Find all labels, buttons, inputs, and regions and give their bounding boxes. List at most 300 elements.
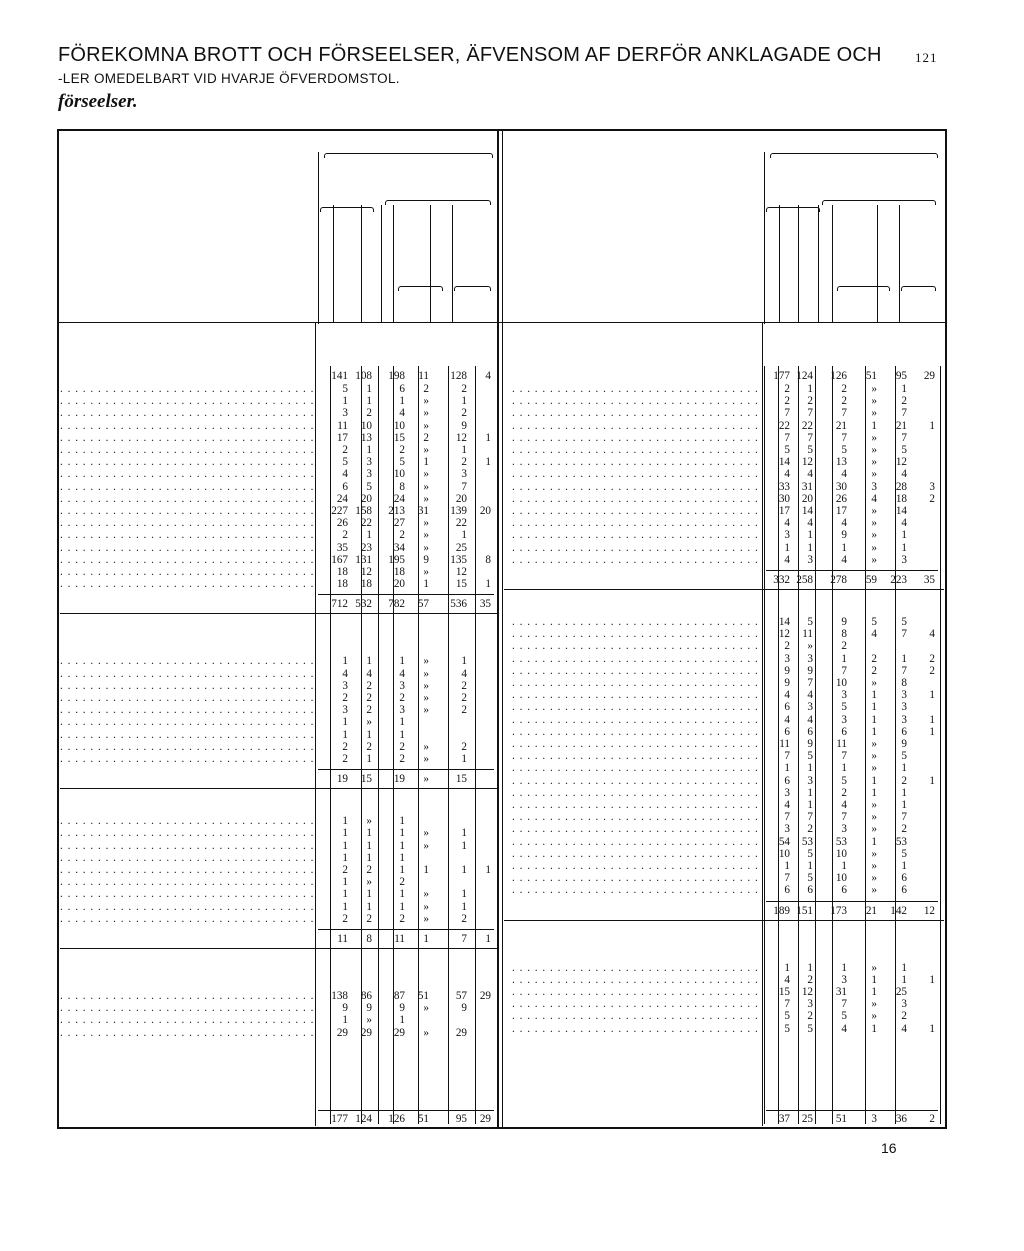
row-label xyxy=(512,738,759,751)
table-row xyxy=(60,840,497,853)
cell-value: 13 xyxy=(360,431,372,444)
cell-value: 3 xyxy=(807,774,813,787)
cell-value: 1 xyxy=(399,827,405,840)
cell-value: 20 xyxy=(393,578,405,591)
cell-value: 1 xyxy=(423,864,429,876)
m-q-brace-a xyxy=(837,286,890,291)
table-row xyxy=(512,665,940,678)
section-rule xyxy=(60,613,497,614)
personer-brace xyxy=(822,200,936,205)
cell-value: 198 xyxy=(388,370,405,382)
cell-value: 126 xyxy=(388,1113,405,1125)
cell-value: » xyxy=(423,900,429,913)
cell-value: 35 xyxy=(336,541,348,554)
cell-value: » xyxy=(423,419,429,432)
cell-value: 2 xyxy=(461,456,467,469)
cell-value: 2 xyxy=(366,692,372,704)
cell-value: 6 xyxy=(784,725,790,738)
header-rule xyxy=(899,205,900,322)
cell-value: 1 xyxy=(871,419,877,432)
table-row xyxy=(60,493,497,506)
row-label xyxy=(512,517,759,530)
cell-value: » xyxy=(423,1002,429,1015)
cell-value: 19 xyxy=(336,773,348,786)
cell-value: 9 xyxy=(901,738,907,750)
cell-value: 332 xyxy=(773,574,790,586)
row-label xyxy=(60,432,315,445)
cell-value: 1 xyxy=(342,395,348,408)
cell-value: 7 xyxy=(841,407,847,420)
table-row xyxy=(512,529,940,542)
table-row xyxy=(60,864,497,877)
row-label xyxy=(512,653,759,666)
cell-value: 3 xyxy=(366,468,372,481)
table-row xyxy=(60,716,497,729)
cell-value: 21 xyxy=(835,419,847,432)
cell-value: 4 xyxy=(784,553,790,566)
cell-value: 12 xyxy=(778,628,790,641)
cell-value: 1 xyxy=(342,728,348,741)
cell-value: 9 xyxy=(366,1002,372,1015)
cell-value: 7 xyxy=(461,933,467,945)
table-row xyxy=(512,481,940,494)
cell-value: 1 xyxy=(871,701,877,714)
cell-value: 2 xyxy=(901,823,907,836)
cell-value: 12 xyxy=(455,431,467,444)
cell-value: » xyxy=(423,773,429,786)
row-label xyxy=(60,876,315,889)
cell-value: 1 xyxy=(461,655,467,668)
cell-value: 29 xyxy=(455,1026,467,1039)
cell-value: 26 xyxy=(835,492,847,505)
row-label xyxy=(60,456,315,469)
cell-value: 7 xyxy=(841,811,847,824)
row-label xyxy=(512,860,759,873)
cell-value: 4 xyxy=(841,468,847,481)
cell-value: 25 xyxy=(801,1113,813,1125)
cell-value: 5 xyxy=(807,847,813,860)
row-label xyxy=(512,640,759,653)
cell-value: 3 xyxy=(841,973,847,986)
cell-value: 2 xyxy=(342,912,348,925)
cell-value: 1 xyxy=(423,456,429,469)
cell-value: 1 xyxy=(871,713,877,726)
cell-value: 1 xyxy=(366,827,372,840)
cell-value: 4 xyxy=(901,1022,907,1035)
section-rule xyxy=(60,948,497,949)
row-label xyxy=(60,420,315,433)
cell-value: 2 xyxy=(399,753,405,765)
cell-value: 86 xyxy=(360,990,372,1002)
header-rule xyxy=(452,205,453,322)
cell-value: 2 xyxy=(784,395,790,408)
header-rule xyxy=(430,205,431,322)
cell-value: 10 xyxy=(393,468,405,481)
cell-value: 173 xyxy=(830,904,847,917)
cell-value: » xyxy=(423,912,429,925)
cell-value: 2 xyxy=(461,692,467,704)
cell-value: 2 xyxy=(399,912,405,925)
cell-value: 5 xyxy=(784,1022,790,1035)
cell-value: 1 xyxy=(929,725,935,738)
cell-value: 12 xyxy=(455,566,467,578)
cell-value: 1 xyxy=(901,383,907,395)
row-label xyxy=(60,901,315,914)
cell-value: » xyxy=(423,541,429,554)
cell-value: 5 xyxy=(807,444,813,456)
table-row xyxy=(60,888,497,901)
cell-value: 2 xyxy=(461,383,467,395)
cell-value: » xyxy=(871,444,877,456)
cell-value: 1 xyxy=(366,851,372,864)
cell-value: 1 xyxy=(366,383,372,395)
row-label xyxy=(60,753,315,766)
cell-value: 24 xyxy=(393,492,405,505)
table-row xyxy=(512,689,940,702)
cell-value: 2 xyxy=(366,740,372,753)
row-label xyxy=(512,481,759,494)
cell-value: 4 xyxy=(841,553,847,566)
cell-value: 5 xyxy=(342,383,348,395)
personer-brace xyxy=(385,200,491,205)
cell-value: 712 xyxy=(331,598,348,611)
cell-value: 142 xyxy=(890,904,907,917)
cell-value: 54 xyxy=(778,835,790,848)
cell-value: 6 xyxy=(901,872,907,885)
cell-value: 7 xyxy=(901,811,907,824)
cell-value: » xyxy=(871,456,877,469)
cell-value: 2 xyxy=(929,492,935,505)
cell-value: 6 xyxy=(342,480,348,493)
cell-value: 8 xyxy=(901,677,907,689)
cell-value: 1 xyxy=(807,529,813,542)
cell-value: 4 xyxy=(461,667,467,680)
cell-value: » xyxy=(871,884,877,897)
cell-value: 9 xyxy=(342,1002,348,1015)
cell-value: 2 xyxy=(342,529,348,542)
m-q-brace-a xyxy=(398,286,443,291)
table-row xyxy=(512,444,940,457)
table-row xyxy=(512,542,940,555)
cell-value: 4 xyxy=(807,468,813,481)
cell-value: 11 xyxy=(337,933,348,945)
table-row xyxy=(512,998,940,1011)
cell-value: 12 xyxy=(360,566,372,578)
cell-value: 11 xyxy=(779,738,790,750)
cell-value: 3 xyxy=(901,998,907,1011)
table-row xyxy=(60,729,497,742)
cell-value: 4 xyxy=(807,713,813,726)
summa-row xyxy=(60,933,497,946)
row-label xyxy=(512,836,759,849)
table-row xyxy=(512,505,940,518)
cell-value: 3 xyxy=(841,689,847,702)
cell-value: » xyxy=(423,480,429,493)
cell-value: 9 xyxy=(807,664,813,677)
cell-value: 7 xyxy=(784,431,790,444)
cell-value: 1 xyxy=(342,1014,348,1027)
table-row xyxy=(60,704,497,717)
row-label xyxy=(512,493,759,506)
cell-value: 6 xyxy=(784,774,790,787)
cell-value: 2 xyxy=(399,876,405,889)
header-rule xyxy=(832,205,833,322)
row-label xyxy=(60,815,315,828)
table-row xyxy=(60,692,497,705)
cell-value: 59 xyxy=(865,574,877,586)
cell-value: 9 xyxy=(423,553,429,566)
summa-rule xyxy=(318,769,494,770)
cell-value: 15 xyxy=(455,773,467,786)
summa-row xyxy=(60,773,497,786)
header-rule xyxy=(381,205,382,322)
row-label xyxy=(512,505,759,518)
cell-value: 3 xyxy=(399,679,405,692)
table-row xyxy=(60,815,497,828)
page-number: 121 xyxy=(915,50,938,65)
cell-value: 12 xyxy=(801,456,813,469)
cell-value: 7 xyxy=(807,407,813,420)
table-row xyxy=(60,420,497,433)
cell-value: 1 xyxy=(871,1022,877,1035)
cell-value: 1 xyxy=(399,851,405,864)
cell-value: 278 xyxy=(830,574,847,586)
cell-value: 1 xyxy=(929,774,935,787)
cell-value: » xyxy=(423,740,429,753)
cell-value: » xyxy=(423,839,429,852)
row-label xyxy=(60,554,315,567)
cell-value: 1 xyxy=(901,762,907,775)
cell-value: 1 xyxy=(366,888,372,901)
row-label xyxy=(512,811,759,824)
section-rule xyxy=(504,589,944,590)
cell-value: 53 xyxy=(801,835,813,848)
table-row xyxy=(512,962,940,975)
row-label xyxy=(60,468,315,481)
header-rule xyxy=(393,205,394,322)
cell-value: 1 xyxy=(871,835,877,848)
cell-value: 1 xyxy=(807,961,813,974)
cell-value: 1 xyxy=(399,716,405,729)
cell-value: 2 xyxy=(461,407,467,420)
cell-value: » xyxy=(366,876,372,889)
row-label xyxy=(512,750,759,763)
row-label xyxy=(60,529,315,542)
cell-value: 5 xyxy=(807,750,813,763)
cell-value: 5 xyxy=(871,616,877,628)
cell-value: 3 xyxy=(784,652,790,665)
table-row xyxy=(512,554,940,567)
row-label xyxy=(60,655,315,668)
cell-value: 2 xyxy=(929,664,935,677)
sheet-number: 16 xyxy=(881,1140,897,1156)
cell-value: » xyxy=(871,847,877,860)
cell-value: 29 xyxy=(479,990,491,1002)
cell-value: 213 xyxy=(388,505,405,517)
cell-value: 2 xyxy=(841,395,847,408)
cell-value: 18 xyxy=(393,566,405,578)
cell-value: 6 xyxy=(901,725,907,738)
cell-value: 18 xyxy=(895,492,907,505)
cell-value: 4 xyxy=(366,667,372,680)
cell-value: 1 xyxy=(841,541,847,554)
cell-value: 7 xyxy=(807,677,813,689)
row-label xyxy=(512,529,759,542)
cell-value: 25 xyxy=(455,541,467,554)
cell-value: 4 xyxy=(399,407,405,420)
cell-value: 151 xyxy=(796,904,813,917)
row-label xyxy=(60,407,315,420)
cell-value: 1 xyxy=(929,689,935,702)
cell-value: 8 xyxy=(399,480,405,493)
cell-value: 1 xyxy=(342,900,348,913)
table-row xyxy=(512,775,940,788)
cell-value: 87 xyxy=(393,990,405,1002)
cell-value: 9 xyxy=(784,677,790,689)
antal-af-brace xyxy=(324,153,493,158)
cell-value: 4 xyxy=(901,517,907,530)
cell-value: 6 xyxy=(399,383,405,395)
cell-value: 9 xyxy=(841,529,847,542)
cell-value: 108 xyxy=(355,370,372,382)
cell-value: 1 xyxy=(871,986,877,998)
table-row xyxy=(512,872,940,885)
summa-rule xyxy=(318,594,494,595)
table-row xyxy=(60,432,497,445)
cell-value: 1 xyxy=(461,839,467,852)
table-row xyxy=(512,468,940,481)
cell-value: 5 xyxy=(784,1010,790,1023)
row-label xyxy=(512,714,759,727)
cell-value: 37 xyxy=(778,1113,790,1125)
cell-value: 4 xyxy=(871,492,877,505)
cell-value: 51 xyxy=(865,370,877,382)
cell-value: » xyxy=(423,1026,429,1039)
cell-value: 3 xyxy=(784,786,790,799)
cell-value: 5 xyxy=(841,774,847,787)
cell-value: 3 xyxy=(871,480,877,493)
table-row xyxy=(60,901,497,914)
row-label xyxy=(60,864,315,877)
cell-value: 135 xyxy=(450,553,467,566)
cell-value: 1 xyxy=(461,900,467,913)
row-label xyxy=(512,628,759,641)
cell-value: 1 xyxy=(342,815,348,828)
cell-value: 20 xyxy=(801,492,813,505)
cell-value: 1 xyxy=(461,395,467,408)
row-label xyxy=(512,872,759,885)
cell-value: 33 xyxy=(778,480,790,493)
cell-value: 51 xyxy=(417,990,429,1002)
cell-value: 3 xyxy=(461,468,467,481)
cell-value: 1 xyxy=(461,529,467,542)
cell-value: 4 xyxy=(784,468,790,481)
cell-value: 2 xyxy=(399,529,405,542)
cell-value: » xyxy=(871,872,877,885)
column-rule xyxy=(940,366,941,1124)
cell-value: 8 xyxy=(841,628,847,641)
cell-value: 1 xyxy=(871,689,877,702)
cell-value: 3 xyxy=(901,553,907,566)
cell-value: » xyxy=(871,1010,877,1023)
cell-value: 1 xyxy=(901,541,907,554)
cell-value: 1 xyxy=(342,876,348,889)
table-row xyxy=(60,753,497,766)
cell-value: 31 xyxy=(835,986,847,998)
table-row xyxy=(512,701,940,714)
cell-value: 3 xyxy=(901,713,907,726)
cell-value: 11 xyxy=(836,738,847,750)
cell-value: 36 xyxy=(895,1113,907,1125)
row-label xyxy=(60,704,315,717)
cell-value: 31 xyxy=(417,505,429,517)
cell-value: 17 xyxy=(835,505,847,517)
cell-value: 15 xyxy=(778,986,790,998)
cell-value: 2 xyxy=(929,1113,935,1125)
cell-value: 2 xyxy=(807,395,813,408)
cell-value: 7 xyxy=(461,480,467,493)
cell-value: 3 xyxy=(784,823,790,836)
cell-value: 1 xyxy=(784,860,790,872)
table-row xyxy=(60,1014,497,1027)
cell-value: 2 xyxy=(342,444,348,456)
row-label xyxy=(60,716,315,729)
cell-value: 1 xyxy=(366,444,372,456)
cell-value: 1 xyxy=(366,900,372,913)
cell-value: 1 xyxy=(342,655,348,668)
page-heading-line1: FÖREKOMNA BROTT OCH FÖRSEELSER, ÄFVENSOM AF DERFÖR ANKLAGADE OCH xyxy=(58,44,882,66)
cell-value: 5 xyxy=(784,444,790,456)
cell-value: 2 xyxy=(461,704,467,717)
cell-value: 2 xyxy=(901,1010,907,1023)
cell-value: 7 xyxy=(901,431,907,444)
cell-value: 4 xyxy=(399,667,405,680)
cell-value: 3 xyxy=(342,679,348,692)
cell-value: 3 xyxy=(901,689,907,702)
cell-value: 1 xyxy=(399,888,405,901)
cell-value: 26 xyxy=(336,517,348,530)
cell-value: » xyxy=(871,468,877,481)
table-row xyxy=(512,787,940,800)
cell-value: 4 xyxy=(841,517,847,530)
row-label xyxy=(60,1002,315,1015)
table-row xyxy=(512,799,940,812)
cell-value: 4 xyxy=(784,799,790,811)
table-row xyxy=(60,655,497,668)
transport-row xyxy=(512,370,940,383)
cell-value: 532 xyxy=(355,598,372,611)
cell-value: 138 xyxy=(331,990,348,1002)
cell-value: 2 xyxy=(423,383,429,395)
row-label xyxy=(60,1027,315,1040)
cell-value: 4 xyxy=(841,799,847,811)
cell-value: 11 xyxy=(337,419,348,432)
cell-value: 2 xyxy=(871,652,877,665)
cell-value: 131 xyxy=(355,553,372,566)
cell-value: 21 xyxy=(865,904,877,917)
cell-value: 10 xyxy=(835,677,847,689)
cell-value: 95 xyxy=(455,1113,467,1125)
row-label xyxy=(60,741,315,754)
cell-value: 1 xyxy=(871,725,877,738)
cell-value: 2 xyxy=(399,740,405,753)
cell-value: 1 xyxy=(807,383,813,395)
cell-value: 3 xyxy=(807,701,813,714)
cell-value: 195 xyxy=(388,553,405,566)
table-row xyxy=(512,762,940,775)
cell-value: 1 xyxy=(399,815,405,828)
transport-rule xyxy=(318,1110,494,1111)
